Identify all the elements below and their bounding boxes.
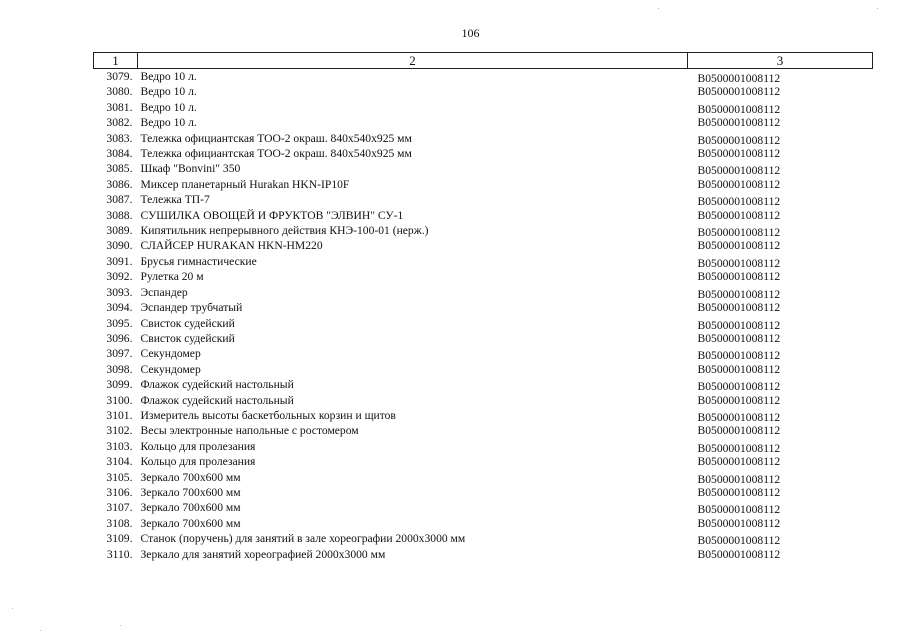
item-name: Эспандер трубчатый — [140, 301, 243, 315]
row-number: 3108. — [106, 516, 133, 530]
row-number: 3083. — [106, 131, 133, 145]
item-code: B0500001008112 — [697, 349, 781, 363]
row-number: 3088. — [106, 208, 133, 222]
row-number: 3094. — [106, 301, 133, 315]
item-code: B0500001008112 — [697, 362, 781, 376]
table-row — [94, 208, 873, 223]
table-row — [94, 100, 873, 115]
item-name: Флажок судейский настольный — [140, 378, 294, 392]
item-code: B0500001008112 — [697, 147, 781, 161]
table-row — [94, 192, 873, 207]
row-number: 3106. — [106, 485, 133, 499]
table-row — [94, 362, 873, 377]
row-number: 3109. — [106, 532, 133, 546]
item-code: B0500001008112 — [697, 116, 781, 130]
row-number: 3093. — [106, 285, 133, 299]
item-code: B0500001008112 — [697, 455, 781, 469]
table-row — [94, 393, 873, 408]
item-code: B0500001008112 — [697, 318, 781, 332]
item-name: СЛАЙСЕР HURAKAN HKN-HM220 — [140, 239, 323, 253]
item-name: Тележка ТП-7 — [140, 193, 210, 207]
column-header-2: 2 — [138, 53, 688, 69]
row-number: 3079. — [106, 70, 133, 83]
item-name: Зеркало 700х600 мм — [140, 501, 241, 515]
item-code: B0500001008112 — [697, 133, 781, 147]
table-row — [94, 300, 873, 315]
table-header-row — [94, 53, 873, 69]
row-number: 3087. — [106, 193, 133, 207]
item-name: Кольцо для пролезания — [140, 455, 256, 469]
row-number: 3085. — [106, 162, 133, 176]
table-row — [94, 177, 873, 192]
item-name: Измеритель высоты баскетбольных корзин и щитов — [140, 408, 396, 422]
scan-speck — [12, 608, 13, 609]
table-row — [94, 470, 873, 485]
table-row — [94, 485, 873, 500]
item-code: B0500001008112 — [697, 380, 781, 394]
row-number: 3084. — [106, 147, 133, 161]
table-row — [94, 500, 873, 515]
table-row — [94, 331, 873, 346]
table-row — [94, 316, 873, 331]
row-number: 3110. — [106, 547, 133, 561]
table-row — [94, 346, 873, 361]
table-row — [94, 454, 873, 469]
row-number: 3092. — [106, 270, 133, 284]
row-number: 3105. — [106, 470, 133, 484]
row-number: 3096. — [106, 331, 133, 345]
item-name: Ведро 10 л. — [140, 70, 197, 83]
item-name: Брусья гимнастические — [140, 254, 257, 268]
item-name: Кольцо для пролезания — [140, 439, 256, 453]
row-number: 3080. — [106, 85, 133, 99]
table-row — [94, 161, 873, 176]
row-number: 3107. — [106, 501, 133, 515]
scan-speck — [658, 8, 659, 9]
item-name: Свисток судейский — [140, 331, 235, 345]
item-code: B0500001008112 — [697, 208, 781, 222]
item-name: Тележка официантская ТОО-2 окраш. 840х540х925 мм — [140, 131, 412, 145]
item-name: Миксер планетарный Hurakan HKN-IP10F — [140, 177, 350, 191]
table-row — [94, 408, 873, 423]
row-number: 3103. — [106, 439, 133, 453]
item-code: B0500001008112 — [697, 503, 781, 517]
item-name: Зеркало для занятий хореографией 2000х3000 мм — [140, 547, 386, 561]
column-header-3: 3 — [688, 53, 873, 69]
table-row — [94, 423, 873, 438]
item-name: Эспандер — [140, 285, 188, 299]
row-number: 3081. — [106, 100, 133, 114]
table-body — [94, 69, 873, 563]
item-name: Кипятильник непрерывного действия КНЭ-100-01 (нерж.) — [140, 224, 429, 238]
item-name: Шкаф "Bonvini" 350 — [140, 162, 241, 176]
row-number: 3097. — [106, 347, 133, 361]
item-code: B0500001008112 — [697, 424, 781, 438]
item-name: Ведро 10 л. — [140, 100, 197, 114]
item-code: B0500001008112 — [697, 472, 781, 486]
row-number: 3086. — [106, 177, 133, 191]
item-code: B0500001008112 — [697, 287, 781, 301]
item-code: B0500001008112 — [697, 239, 781, 253]
item-name: Зеркало 700х600 мм — [140, 470, 241, 484]
item-name: Секундомер — [140, 347, 201, 361]
inventory-table — [93, 52, 873, 562]
item-code: B0500001008112 — [697, 393, 781, 407]
table-row — [94, 516, 873, 531]
item-code: B0500001008112 — [697, 85, 781, 99]
row-number: 3101. — [106, 408, 133, 422]
item-name: Секундомер — [140, 362, 201, 376]
item-name: Тележка официантская ТОО-2 окраш. 840х540х925 мм — [140, 147, 412, 161]
item-code: B0500001008112 — [697, 441, 781, 455]
row-number: 3091. — [106, 254, 133, 268]
row-number: 3089. — [106, 224, 133, 238]
row-number: 3100. — [106, 393, 133, 407]
item-code: B0500001008112 — [697, 331, 781, 345]
table-row — [94, 439, 873, 454]
item-code: B0500001008112 — [697, 164, 781, 178]
item-code: B0500001008112 — [697, 102, 781, 116]
table-row — [94, 531, 873, 546]
table-row — [94, 69, 873, 85]
item-name: Зеркало 700х600 мм — [140, 485, 241, 499]
table-row — [94, 146, 873, 161]
scan-speck — [40, 630, 41, 631]
item-code: B0500001008112 — [697, 256, 781, 270]
item-code: B0500001008112 — [697, 485, 781, 499]
item-name: СУШИЛКА ОВОЩЕЙ И ФРУКТОВ "ЭЛВИН" СУ-1 — [140, 208, 404, 222]
row-number: 3098. — [106, 362, 133, 376]
item-code: B0500001008112 — [697, 195, 781, 209]
item-name: Зеркало 700х600 мм — [140, 516, 241, 530]
row-number: 3082. — [106, 116, 133, 130]
row-number: 3099. — [106, 378, 133, 392]
table-row — [94, 223, 873, 238]
item-code: B0500001008112 — [697, 547, 781, 561]
item-name: Ведро 10 л. — [140, 85, 197, 99]
table-row — [94, 269, 873, 284]
item-code: B0500001008112 — [697, 226, 781, 240]
column-header-1: 1 — [94, 53, 138, 69]
item-name: Ведро 10 л. — [140, 116, 197, 130]
table-row — [94, 84, 873, 99]
item-name: Флажок судейский настольный — [140, 393, 294, 407]
table-row — [94, 115, 873, 130]
item-code: B0500001008112 — [697, 516, 781, 530]
table-row — [94, 238, 873, 253]
table-row — [94, 254, 873, 269]
table-row — [94, 285, 873, 300]
page-number: 106 — [461, 26, 480, 40]
item-name: Станок (поручень) для занятий в зале хореографии 2000х3000 мм — [140, 532, 466, 546]
item-code: B0500001008112 — [697, 301, 781, 315]
item-name: Свисток судейский — [140, 316, 235, 330]
row-number: 3090. — [106, 239, 133, 253]
item-code: B0500001008112 — [697, 72, 781, 85]
item-name: Весы электронные напольные с ростомером — [140, 424, 359, 438]
row-number: 3102. — [106, 424, 133, 438]
item-name: Рулетка 20 м — [140, 270, 204, 284]
scan-speck — [120, 625, 121, 626]
item-code: B0500001008112 — [697, 177, 781, 191]
row-number: 3104. — [106, 455, 133, 469]
item-code: B0500001008112 — [697, 534, 781, 548]
item-code: B0500001008112 — [697, 410, 781, 424]
scan-speck — [877, 8, 878, 9]
table-row — [94, 377, 873, 392]
table-row — [94, 547, 873, 562]
table-row — [94, 131, 873, 146]
item-code: B0500001008112 — [697, 270, 781, 284]
row-number: 3095. — [106, 316, 133, 330]
